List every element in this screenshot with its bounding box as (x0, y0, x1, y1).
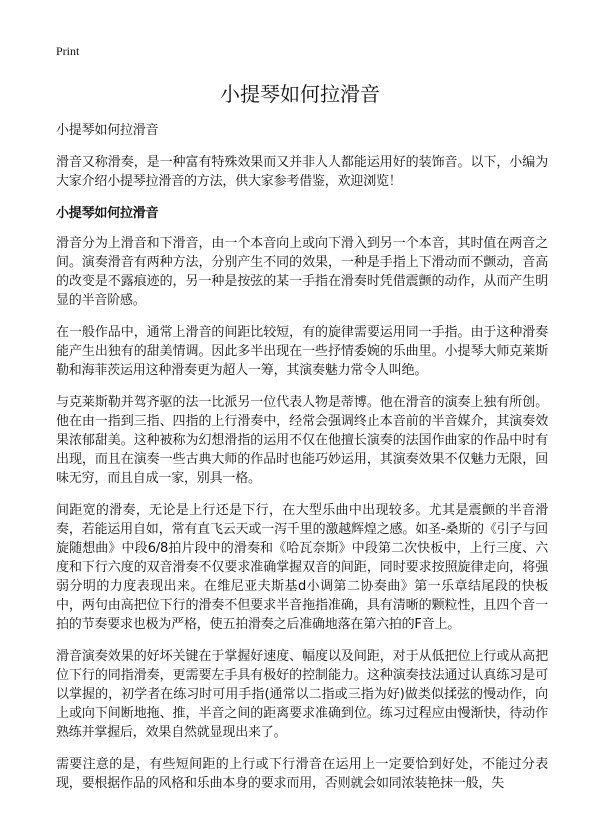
article-subtitle: 小提琴如何拉滑音 (56, 123, 159, 138)
article-body (56, 121, 548, 806)
intro-paragraph: 滑音又称滑奏，是一种富有特殊效果而又并非人人都能运用好的装饰音。以下，小编为大家介绍小提琴拉滑音的方法，供大家参考借鉴，欢迎浏览！ (56, 155, 548, 189)
section-heading: 小提琴如何拉滑音 (56, 206, 159, 221)
print-link[interactable]: Print (56, 44, 80, 58)
body-paragraph: 在一般作品中，通常上滑音的间距比较短，有的旋律需要运用同一手指。由于这种滑奏能产生出独有的甜美情调。因此多半出现在一些抒情委婉的乐曲里。小提琴大师克莱斯勒和海菲茨运用这种滑奏更为超人一筹，其演奏魅力常令人叫绝。 (56, 325, 548, 378)
body-paragraph: 间距宽的滑奏，无论是上行还是下行，在大型乐曲中出现较多。尤其是震颤的半音滑奏，若能运用自如，常有直飞云天或一泻千里的激越辉煌之感。如圣-桑斯的《引子与回旋随想曲》中段6/8拍片段中的滑奏和《哈瓦奈斯》中段第二次快板中，上行三度、六度和下行六度的双音滑奏不仅要求准确掌握双音的间距，同时要求按照旋律走向，将强弱分明的力度表现出来。在维尼亚夫斯基d小调第二协奏曲》第一乐章结尾段的快板中，两句由高把位下行的滑奏不但要求半音拖指准确，具有清晰的颗粒性，且四个音一拍的节奏要求也极为严格，使五拍滑奏之后准确地落在第六拍的F音上。 (56, 503, 548, 632)
body-paragraph: 需要注意的是，有些短间距的上行或下行滑音在运用上一定要恰到好处，不能过分表现，要根据作品的风格和乐曲本身的要求而用，否则就会如同浓装艳抹一般，失 (56, 757, 548, 791)
page-title: 小提琴如何拉滑音 (220, 82, 380, 106)
body-paragraph: 与克莱斯勒并驾齐驱的法一比派另一位代表人物是蒂博。他在滑音的演奏上独有所创。他在由一指到三指、四指的上行滑奏中，经常会强调终止本音前的半音媒介，其演奏效果浓郁甜美。这种被称为幻想滑指的运用不仅在他擅长演奏的法国作曲家的作品中时有出现，而且在演奏一些古典大师的作品时也能巧妙运用，其演奏效果不仅魅力无限，回味无穷，而且自成一家，别具一格。 (56, 395, 548, 486)
body-paragraph: 滑音分为上滑音和下滑音，由一个本音向上或向下滑入到另一个本音，其时值在两音之间。演奏滑音有两种方法，分别产生不同的效果，一种是手指上下滑动而不颤动，音高的改变是不露痕迹的，另一种是按弦的某一手指在滑奏时凭借震颤的动作，从而产生明显的半音阶感。 (56, 236, 548, 308)
body-paragraph: 滑音演奏效果的好坏关键在于掌握好速度、幅度以及间距，对于从低把位上行或从高把位下行的同指滑奏，更需要左手具有极好的控制能力。这种演奏技法通过认真练习是可以掌握的，初学者在练习时可用手指(通常以二指或三指为好)做类似揉弦的慢动作，向上或向下间断地拖、推，半音之间的距离要求准确到位。练习过程应由慢渐快，待动作熟练并掌握后，效果自然就显现出来了。 (56, 649, 548, 740)
